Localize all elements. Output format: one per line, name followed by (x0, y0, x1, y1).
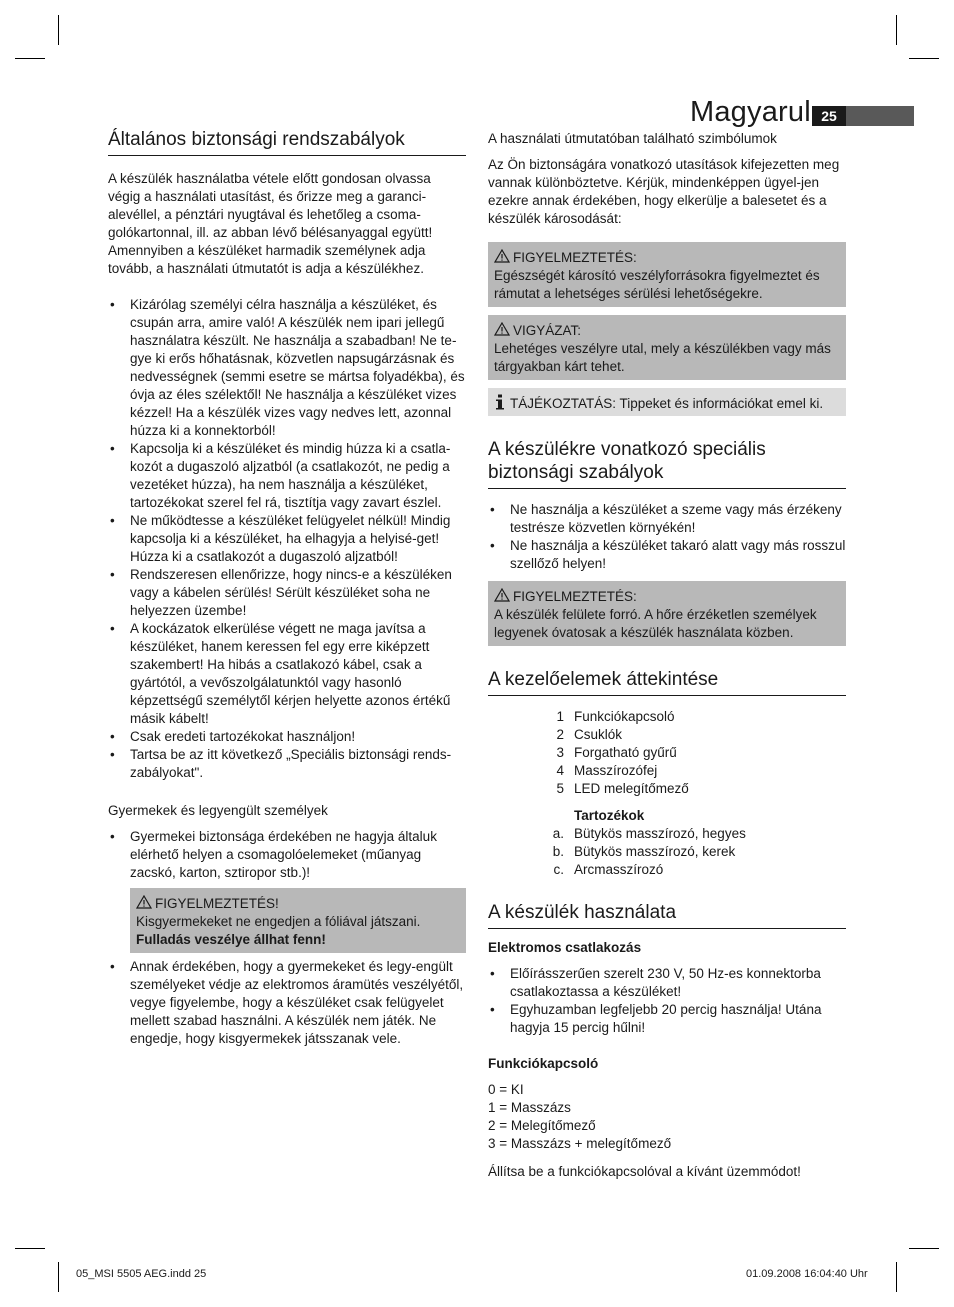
section-title-general-safety: Általános biztonsági rendszabályok (108, 128, 466, 156)
page-language-title: Magyarul (690, 96, 811, 128)
children-bullet-list (108, 828, 466, 882)
page-number: 25 (812, 106, 846, 126)
symbols-intro: Az Ön biztonságára vonatkozó utasítások kifejezetten meg vannak különböztetve. Kérjük, mindenképpen ügyel-jen ezekre annak érdekében, hogy elkerülje a balesetet és a készülék károsodását: (488, 157, 840, 226)
warning-triangle-icon (494, 588, 510, 602)
section-title-usage: A készülék használata (488, 901, 846, 929)
list-item: 2 Csuklók (556, 727, 623, 742)
symbols-heading: A használati útmutatóban található szimbólumok (488, 131, 777, 146)
crop-mark (15, 58, 45, 59)
list-item: • Kizárólag személyi célra használja a készüléket, és csupán arra, amire való! A készülék nem ipari jellegű használatra készült. Ne használja a szabadban! Ne te-gye ki erős hőhatásnak, közvetlen napsugárzásnak és nedvességnek (semmi esetre se mártsa folyadékba), és óvja az éles szélektől! Ne használja a készüléket vizes kézzel! Ha a készülék vizes vagy nedves lett, azonnal húzza ki a konnektorból! (108, 296, 466, 440)
accessories-heading-row (538, 807, 846, 825)
warning-box-children (130, 888, 466, 953)
warning-label: FIGYELMEZTETÉS: (513, 589, 637, 604)
warning-text: A készülék felülete forró. A hőre érzéketlen személyek legyenek óvatosak a készülék használata közben. (494, 607, 817, 640)
info-text: Tippeket és információkat emel ki. (619, 396, 824, 411)
electric-shock-bullet-list (108, 958, 466, 1048)
accessories-heading: Tartozékok (574, 808, 645, 823)
info-box-symbol (488, 388, 846, 416)
list-item: 1 Funkciókapcsoló (556, 709, 675, 724)
safety-bullet-list (108, 296, 466, 782)
crop-mark (909, 1248, 939, 1249)
list-item: • Tartsa be az itt következő „Speciális biztonsági rends-zabályokat". (108, 746, 466, 782)
list-item: b. Bütykös masszírozó, kerek (552, 844, 736, 859)
crop-mark (896, 15, 897, 45)
children-heading: Gyermekek és legyengült személyek (108, 803, 328, 818)
info-label: TÁJÉKOZTATÁS: (510, 396, 617, 411)
controls-list (538, 708, 846, 879)
footer-file: 05_MSI 5505 AEG.indd 25 (76, 1268, 207, 1280)
warning-text: Egészségét károsító veszélyforrásokra figyelmeztet és rámutat a lehetséges sérülési lehetőségekre. (494, 268, 820, 301)
info-icon (494, 394, 506, 410)
list-item: • Ne működtesse a készüléket felügyelet nélkül! Mindig kapcsolja ki a készüléket, ha elhagyja a helyisé-get! Húzza ki a csatlakozót a dugaszoló aljzatból! (108, 512, 466, 566)
footer-datetime: 01.09.2008 16:04:40 Uhr (746, 1268, 868, 1280)
list-item: • Kapcsolja ki a készüléket és mindig húzza ki a csatla-kozót a dugaszoló aljzatból (a csatlakozót, ne pedig a vezetéket húzza), ha nem használja a készüléket, tartozékokat szerel fel rá, tisztítja vagy zavart észlel. (108, 440, 466, 512)
caution-label: VIGYÁZAT: (513, 323, 582, 338)
crop-mark (58, 15, 59, 45)
warning-label: FIGYELMEZTETÉS! (155, 896, 279, 911)
crop-mark (909, 58, 939, 59)
electrical-bullet-list (488, 965, 846, 1037)
intro-paragraph: A készülék használatba vétele előtt gondosan olvassa végig a használati utasítást, és őrizze meg a garanci-alevéllel, a pénztári nyugtával és lehetőleg a csoma-golókartonnal, ill. az abban lévő bélésanyaggal együtt! Amennyiben a készüléket harmadik személynek adja tovább, a használati útmutatót is adja a készülékhez. (108, 171, 433, 276)
header-bar (846, 106, 914, 126)
final-instruction: Állítsa be a funkciókapcsolóval a kívánt üzemmódot! (488, 1164, 801, 1179)
warning-text: Kisgyermekeket ne engedjen a fóliával játszani. (136, 914, 421, 929)
crop-mark (58, 1262, 59, 1292)
list-item: 4 Masszírozófej (556, 763, 658, 778)
list-item: a. Bütykös masszírozó, hegyes (552, 826, 746, 841)
crop-mark (15, 1248, 45, 1249)
list-item: • Ne használja a készüléket takaró alatt vagy más rosszul szellőző helyen! (488, 537, 846, 573)
list-item: • Rendszeresen ellenőrizze, hogy nincs-e a készüléken vagy a kábelen sérülés! Sérült készüléket soha ne helyezzen üzembe! (108, 566, 466, 620)
list-item: 5 LED melegítőmező (556, 781, 689, 796)
list-item: • Előírásszerűen szerelt 230 V, 50 Hz-es konnektorba csatlakoztassa a készüléket! (488, 965, 846, 1001)
switch-mode-line: 3 = Masszázs + melegítőmező (488, 1136, 672, 1151)
caution-box-symbol (488, 315, 846, 380)
warning-box-hot-surface (488, 581, 846, 646)
list-item: • Gyermekei biztonsága érdekében ne hagyja általuk elérhető helyen a csomagolóelemeket (műanyag zacskó, karton, sztiropor stb.)! (108, 828, 466, 882)
list-item: • Annak érdekében, hogy a gyermekeket és legy-engült személyeket védje az elektromos áramütés veszélyétől, vegye figyelembe, hogy a készüléket csak felügyelet mellett szabad használni. A készülék nem játék. Ne engedje, hogy kisgyermekek játsszanak vele. (108, 958, 466, 1048)
warning-label: FIGYELMEZTETÉS: (513, 250, 637, 265)
list-item: c. Arcmasszírozó (553, 862, 664, 877)
list-item: • A kockázatok elkerülése végett ne maga javítsa a készüléket, hanem keressen fel egy erre kiképzett szakembert! Ha hibás a csatlakozó kábel, csak a gyártótól, a vevőszolgálatunktól vagy hasonló képzettségű személytől kérjen helyette azonos értékű másik kábelt! (108, 620, 466, 728)
switch-mode-line: 1 = Masszázs (488, 1100, 571, 1115)
warning-box-symbol (488, 242, 846, 307)
switch-heading: Funkciókapcsoló (488, 1056, 599, 1071)
list-item: • Egyhuzamban legfeljebb 20 percig használja! Utána hagyja 15 percig hűlni! (488, 1001, 846, 1037)
electrical-heading: Elektromos csatlakozás (488, 940, 642, 955)
section-title-special-safety: A készülékre vonatkozó speciális biztonsági szabályok (488, 438, 846, 489)
special-safety-bullet-list (488, 501, 846, 573)
right-column (488, 130, 846, 1181)
section-title-controls: A kezelőelemek áttekintése (488, 668, 846, 696)
list-item: • Ne használja a készüléket a szeme vagy más érzékeny testrésze közvetlen környékén! (488, 501, 846, 537)
list-item: 3 Forgatható gyűrű (556, 745, 677, 760)
switch-mode-line: 2 = Melegítőmező (488, 1118, 596, 1133)
warning-triangle-icon (136, 895, 152, 909)
caution-text: Lehetéges veszélyre utal, mely a készülékben vagy más tárgyakban kárt tehet. (494, 341, 831, 374)
switch-mode-line: 0 = KI (488, 1082, 524, 1097)
warning-triangle-icon (494, 249, 510, 263)
switch-modes (488, 1081, 846, 1153)
crop-mark (896, 1262, 897, 1292)
warning-bold-text: Fulladás veszélye állhat fenn! (136, 932, 326, 947)
left-column (108, 128, 466, 1048)
list-item: • Csak eredeti tartozékokat használjon! (108, 728, 466, 746)
caution-triangle-icon (494, 322, 510, 336)
